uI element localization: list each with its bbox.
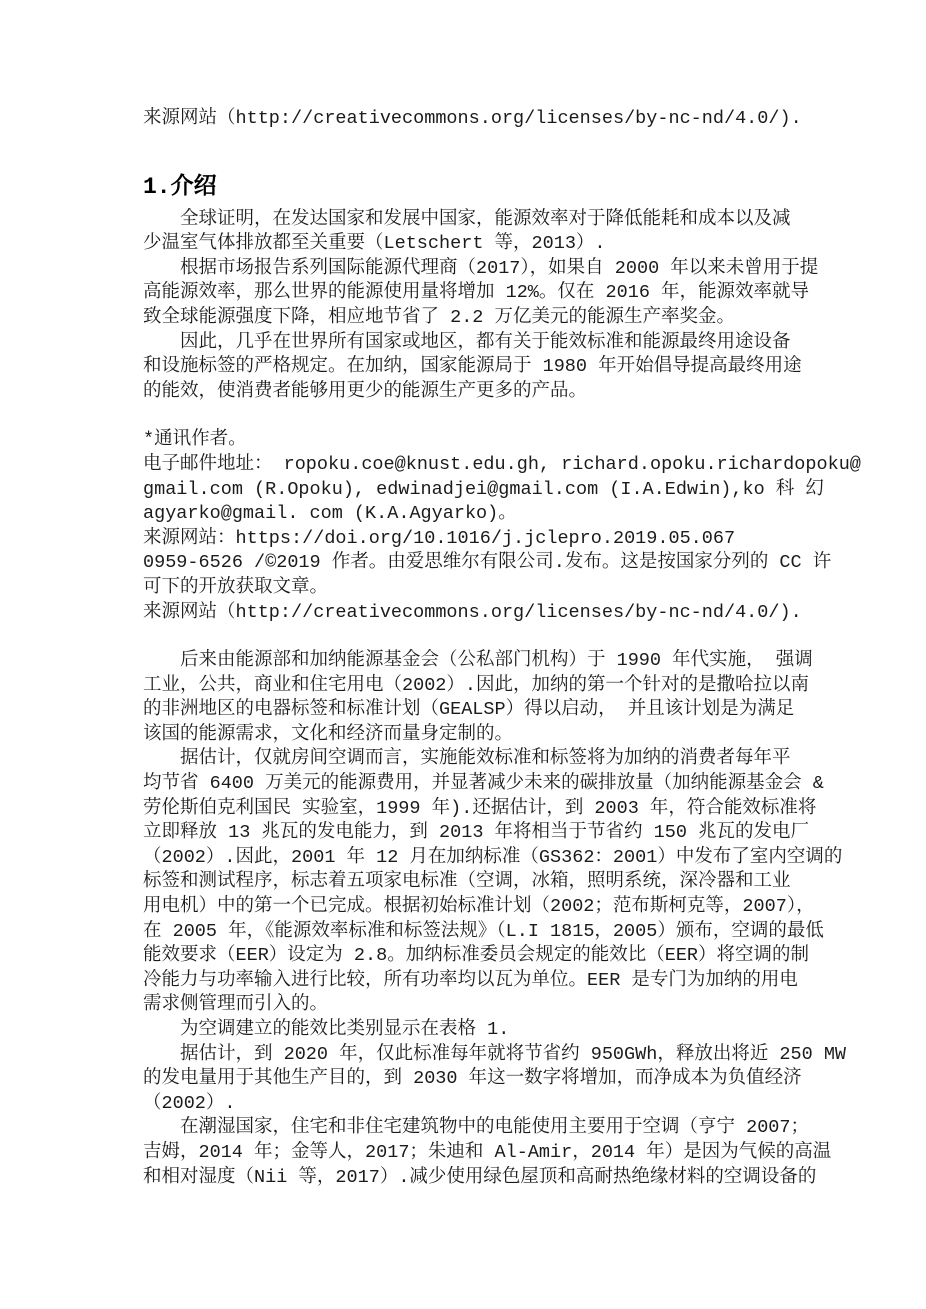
paragraph [143,649,813,747]
paragraph [143,601,802,626]
license-source-line: 来源网站（http://creativecommons.org/licenses/by-nc-nd/4.0/). [143,108,802,129]
paragraph [143,208,790,257]
text-line: 均节省 6400 万美元的能源费用，并显著减少未来的碳排放量（加纳能源基金会 & [143,773,824,795]
text-line: 和相对湿度（Nii 等，2017）.减少使用绿色屋顶和高耐热绝缘材料的空调设备的 [143,1166,817,1188]
paragraph [143,1043,847,1117]
text-line: 能效要求（EER）设定为 2.8。加纳标准委员会规定的能效比（EER）将空调的制 [143,945,810,967]
intro-section [143,208,819,405]
text-line: 冷能力与功率输入进行比较，所有功率均以瓦为单位。EER 是专门为加纳的用电 [143,969,798,991]
text-line: 高能源效率，那么世界的能源使用量将增加 12%。仅在 2016 年，能源效率就导 [143,282,810,304]
text-line: 劳伦斯伯克利国民 实验室，1999 年).还据估计，到 2003 年，符合能效标准将 [143,797,817,819]
text-line: 和设施标签的严格规定。在加纳，国家能源局于 1980 年开始倡导提高最终用途 [143,356,802,378]
text-line: 吉姆，2014 年；金等人，2017；朱迪和 Al-Amir，2014 年）是因为气候的高温 [143,1141,832,1163]
paragraph [143,257,819,331]
text-line: gmail.com (R.Opoku), edwinadjei@gmail.com (I.A.Edwin),ko 科 幻 [143,478,824,500]
text-line: 据估计，到 2020 年，仅此标准每年就将节省约 950GWh，释放出将近 250 MW [180,1043,847,1065]
text-line: 为空调建立的能效比类别显示在表格 1. [180,1019,510,1040]
text-line: 全球证明，在发达国家和发展中国家，能源效率对于降低能耗和成本以及减 [180,208,791,230]
paragraph [143,331,802,405]
text-line: 在 2005 年，《能源效率标准和标签法规》（L.I 1815，2005）颁布，空调的最低 [143,920,824,942]
text-line: （2002）. [143,1092,236,1114]
paragraph [143,551,832,600]
text-line: 的发电量用于其他生产目的，到 2030 年这一数字将增加，而净成本为负值经济 [143,1068,802,1090]
text-line: 的非洲地区的电器标签和标准计划（GEALSP）得以启动， 并且该计划是为满足 [143,699,795,721]
text-line: 根据市场报告系列国际能源代理商（2017），如果自 2000 年以来未曾用于提 [180,257,819,279]
text-line: 因此，几乎在世界所有国家或地区，都有关于能效标准和能源最终用途设备 [180,331,791,353]
paragraph [143,1116,832,1190]
text-line: 来源网站（http://creativecommons.org/licenses/by-nc-nd/4.0/). [143,601,802,623]
text-line: *通讯作者。 [143,429,247,451]
text-line: 工业，公共，商业和住宅用电（2002）.因此，加纳的第一个针对的是撒哈拉以南 [143,674,810,696]
text-line: 少温室气体排放都至关重要（Letschert 等，2013）. [143,233,606,255]
text-line: 在潮湿国家，住宅和非住宅建筑物中的电能使用主要用于空调（亨宁 2007； [180,1117,810,1139]
text-line: 致全球能源强度下降，相应地节省了 2.2 万亿美元的能源生产率奖金。 [143,306,736,328]
text-line: agyarko@gmail. com (K.A.Agyarko)。 [143,503,517,525]
text-line: 该国的能源需求，文化和经济而量身定制的。 [143,723,514,745]
footnote-section [143,428,861,625]
text-line: 来源网站：https://doi.org/10.1016/j.jclepro.2019.05.067 [143,527,736,549]
text-line: 后来由能源部和加纳能源基金会（公私部门机构）于 1990 年代实施， 强调 [180,650,813,672]
text-line: （2002）.因此，2001 年 12 月在加纳标准（GS362：2001）中发布了室内空调的 [143,846,843,868]
main-text-section [143,649,847,1190]
text-line: 需求侧管理而引入的。 [143,994,329,1016]
text-line: 可下的开放获取文章。 [143,576,329,598]
text-line: 的能效，使消费者能够用更少的能源生产更多的产品。 [143,380,588,402]
text-line: 据估计，仅就房间空调而言，实施能效标准和标签将为加纳的消费者每年平 [180,748,791,770]
text-line: 立即释放 13 兆瓦的发电能力，到 2013 年将相当于节省约 150 兆瓦的发电厂 [143,822,810,844]
text-line: 电子邮件地址： ropoku.coe@knust.edu.gh, richard.opoku.richardopoku@ [143,453,861,475]
text-line: 用电机）中的第一个已完成。根据初始标准计划（2002；范布斯柯克等，2007）， [143,896,815,918]
paragraph [143,747,843,1018]
paragraph [143,527,790,552]
paragraph [143,428,790,453]
section-heading: 1.介绍 [143,173,217,200]
text-line: 标签和测试程序，标志着五项家电标准（空调，冰箱，照明系统，深冷器和工业 [143,871,791,893]
paragraph [143,1018,790,1043]
paragraph [143,453,861,527]
text-line: 0959-6526 /©2019 作者。由爱思维尔有限公司.发布。这是按国家分列的 CC 许 [143,552,832,574]
